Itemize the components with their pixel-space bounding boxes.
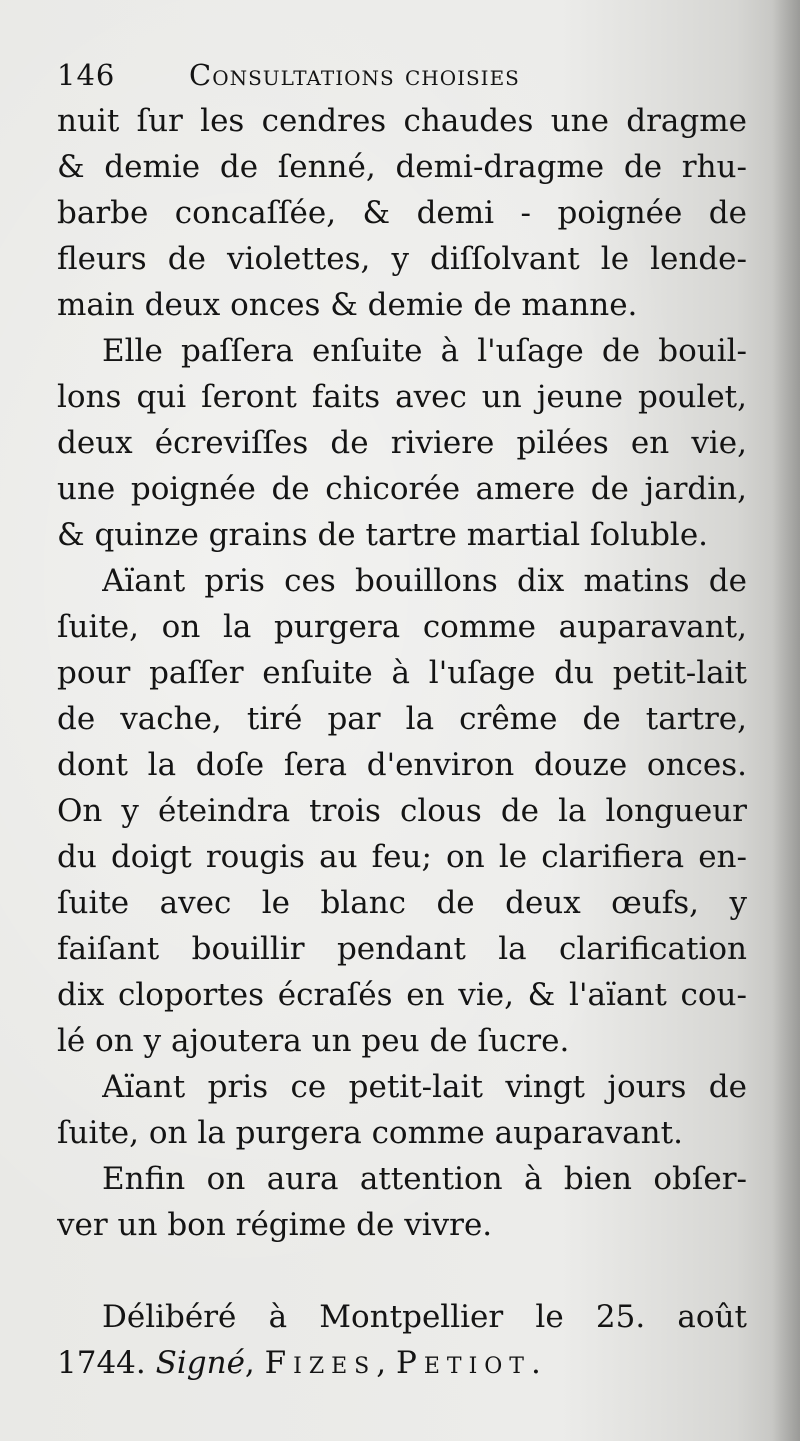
- text-line: deux écreviſſes de riviere pilées en vie,: [57, 425, 747, 461]
- text-line: faiſant bouillir pendant la clarification: [57, 931, 747, 967]
- text-line: & demie de ſenné, demi-dragme de rhu-: [57, 149, 747, 185]
- text-line: pour paſſer enſuite à l'uſage du petit-lait: [57, 655, 747, 691]
- text-line: ſuite, on la purgera comme auparavant,: [57, 609, 747, 645]
- running-title: Consultations choisies: [189, 58, 520, 92]
- text-line: du doigt rougis au feu; on le clarifiera en-: [57, 839, 747, 875]
- text-line: une poignée de chicorée amere de jardin,: [57, 471, 747, 507]
- signature-year: 1744.: [57, 1345, 146, 1381]
- text-line: nuit ſur les cendres chaudes une dragme: [57, 103, 747, 139]
- page-gutter-shadow: [772, 0, 800, 1441]
- text-line: On y éteindra trois clous de la longueur: [57, 793, 747, 829]
- paragraph-first-line: Aïant pris ces bouillons dix matins de: [102, 563, 747, 599]
- signatory-name: Fizes: [264, 1345, 377, 1381]
- text-line: fleurs de violettes, y diſſolvant le lende-: [57, 241, 747, 277]
- text-line: & quinze grains de tartre martial ſoluble.: [57, 517, 709, 553]
- text-line: barbe concaſſée, & demi - poignée de: [57, 195, 747, 231]
- running-head: [57, 52, 697, 98]
- paragraph-first-line: Enfin on aura attention à bien obſer-: [102, 1161, 747, 1197]
- paragraph-first-line: Elle paſſera enſuite à l'uſage de bouil-: [102, 333, 747, 369]
- text-line: lons qui ſeront faits avec un jeune poulet,: [57, 379, 747, 415]
- page-number: 146: [57, 58, 116, 92]
- text-line: main deux onces & demie de manne.: [57, 287, 638, 323]
- signature-line: 1744. Signé, Fizes, Petiot.: [57, 1345, 548, 1381]
- paragraph-first-line: Aïant pris ce petit-lait vingt jours de: [102, 1069, 747, 1105]
- text-line: ver un bon régime de vivre.: [57, 1207, 493, 1243]
- text-line: de vache, tiré par la crême de tartre,: [57, 701, 747, 737]
- text-line: ſuite, on la purgera comme auparavant.: [57, 1115, 683, 1151]
- deliberation-line: Délibéré à Montpellier le 25. août: [102, 1299, 747, 1335]
- signatory-name: Petiot.: [395, 1345, 548, 1381]
- text-line: ſuite avec le blanc de deux œufs, y: [57, 885, 747, 921]
- signed-word: Signé: [155, 1345, 245, 1381]
- text-line: dont la doſe ſera d'environ douze onces.: [57, 747, 747, 783]
- text-line: lé on y ajoutera un peu de ſucre.: [57, 1023, 570, 1059]
- text-line: dix cloportes écraſés en vie, & l'aïant cou-: [57, 977, 747, 1013]
